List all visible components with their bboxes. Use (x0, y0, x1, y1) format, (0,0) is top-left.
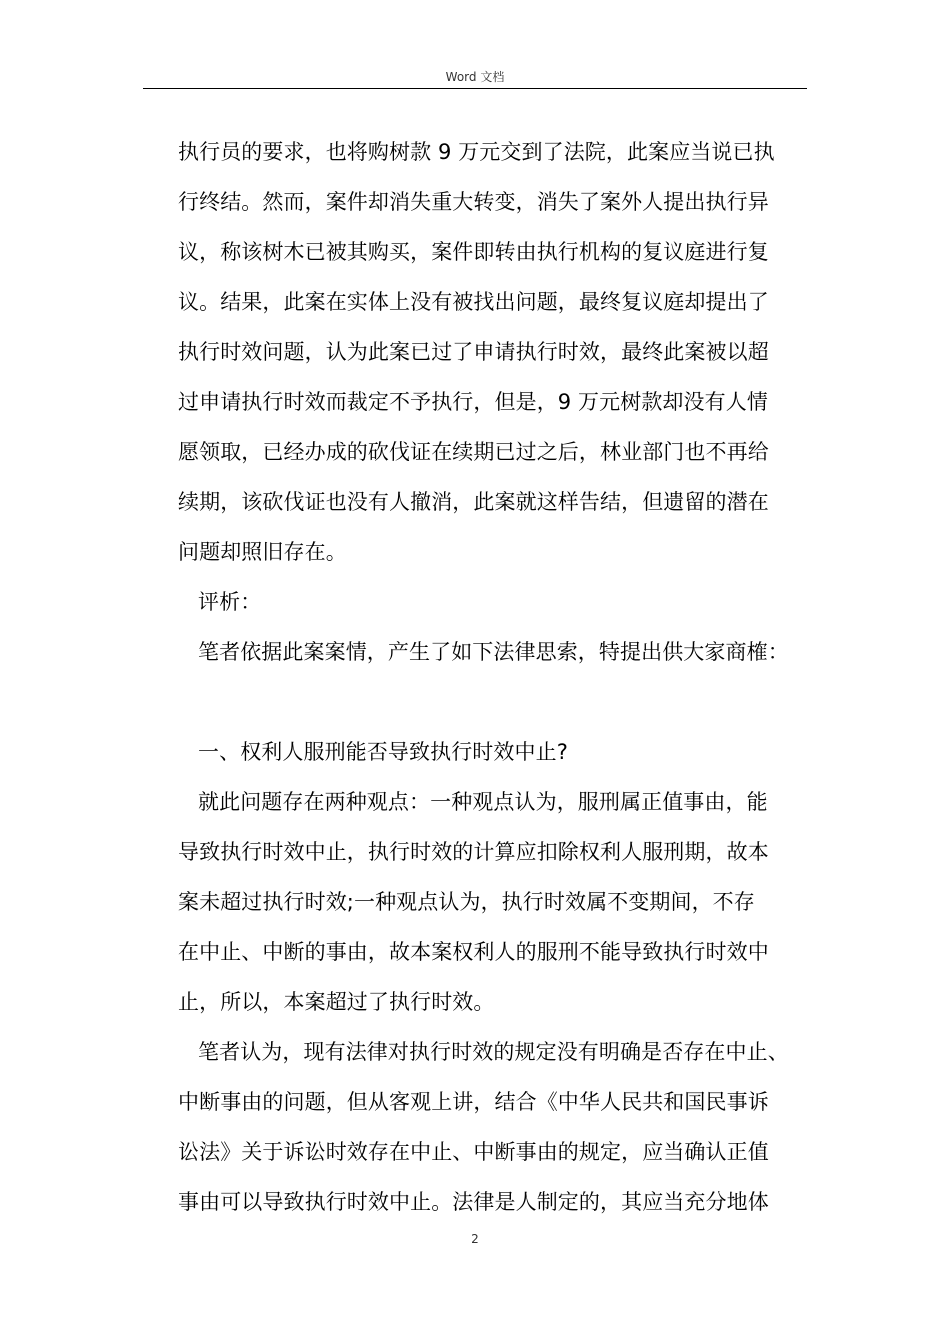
body-line: 笔者认为，现有法律对执行时效的规定没有明确是否存在中止、 (198, 1040, 789, 1064)
body-line: 问题却照旧存在。 (178, 540, 347, 564)
body-line: 导致执行时效中止，执行时效的计算应扣除权利人服刑期，故本 (178, 840, 769, 864)
body-line: 议，称该树木已被其购买，案件即转由执行机构的复议庭进行复 (178, 240, 769, 264)
body-line: 在中止、中断的事由，故本案权利人的服刑不能导致执行时效中 (178, 940, 769, 964)
header-title: Word 文档 (445, 70, 505, 84)
body-line: 就此问题存在两种观点：一种观点认为，服刑属正值事由，能 (198, 790, 768, 814)
body-line: 议。结果，此案在实体上没有被找出问题，最终复议庭却提出了 (178, 290, 769, 314)
body-line: 笔者依据此案案情，产生了如下法律思索，特提出供大家商榷： (198, 640, 789, 664)
section-label: 评析： (198, 590, 262, 614)
header-divider (143, 88, 807, 89)
body-line: 中断事由的问题，但从客观上讲，结合《中华人民共和国民事诉 (178, 1090, 769, 1114)
body-line: 行终结。然而，案件却消失重大转变，消失了案外人提出执行异 (178, 190, 769, 214)
body-line: 执行员的要求，也将购树款 9 万元交到了法院，此案应当说已执 (178, 140, 775, 164)
body-line: 续期，该砍伐证也没有人撤消，此案就这样告结，但遗留的潜在 (178, 490, 769, 514)
body-line: 止，所以，本案超过了执行时效。 (178, 990, 495, 1014)
body-line: 过申请执行时效而裁定不予执行，但是，9 万元树款却没有人情 (178, 390, 768, 414)
page-number: 2 (471, 1232, 479, 1246)
body-line: 事由可以导致执行时效中止。法律是人制定的，其应当充分地体 (178, 1190, 769, 1214)
body-line: 执行时效问题，认为此案已过了申请执行时效，最终此案被以超 (178, 340, 769, 364)
body-line: 案未超过执行时效;一种观点认为，执行时效属不变期间，不存 (178, 890, 755, 914)
section-heading: 一、权利人服刑能否导致执行时效中止? (198, 740, 568, 764)
body-line: 讼法》关于诉讼时效存在中止、中断事由的规定，应当确认正值 (178, 1140, 769, 1164)
body-line: 愿领取，已经办成的砍伐证在续期已过之后，林业部门也不再给 (178, 440, 769, 464)
